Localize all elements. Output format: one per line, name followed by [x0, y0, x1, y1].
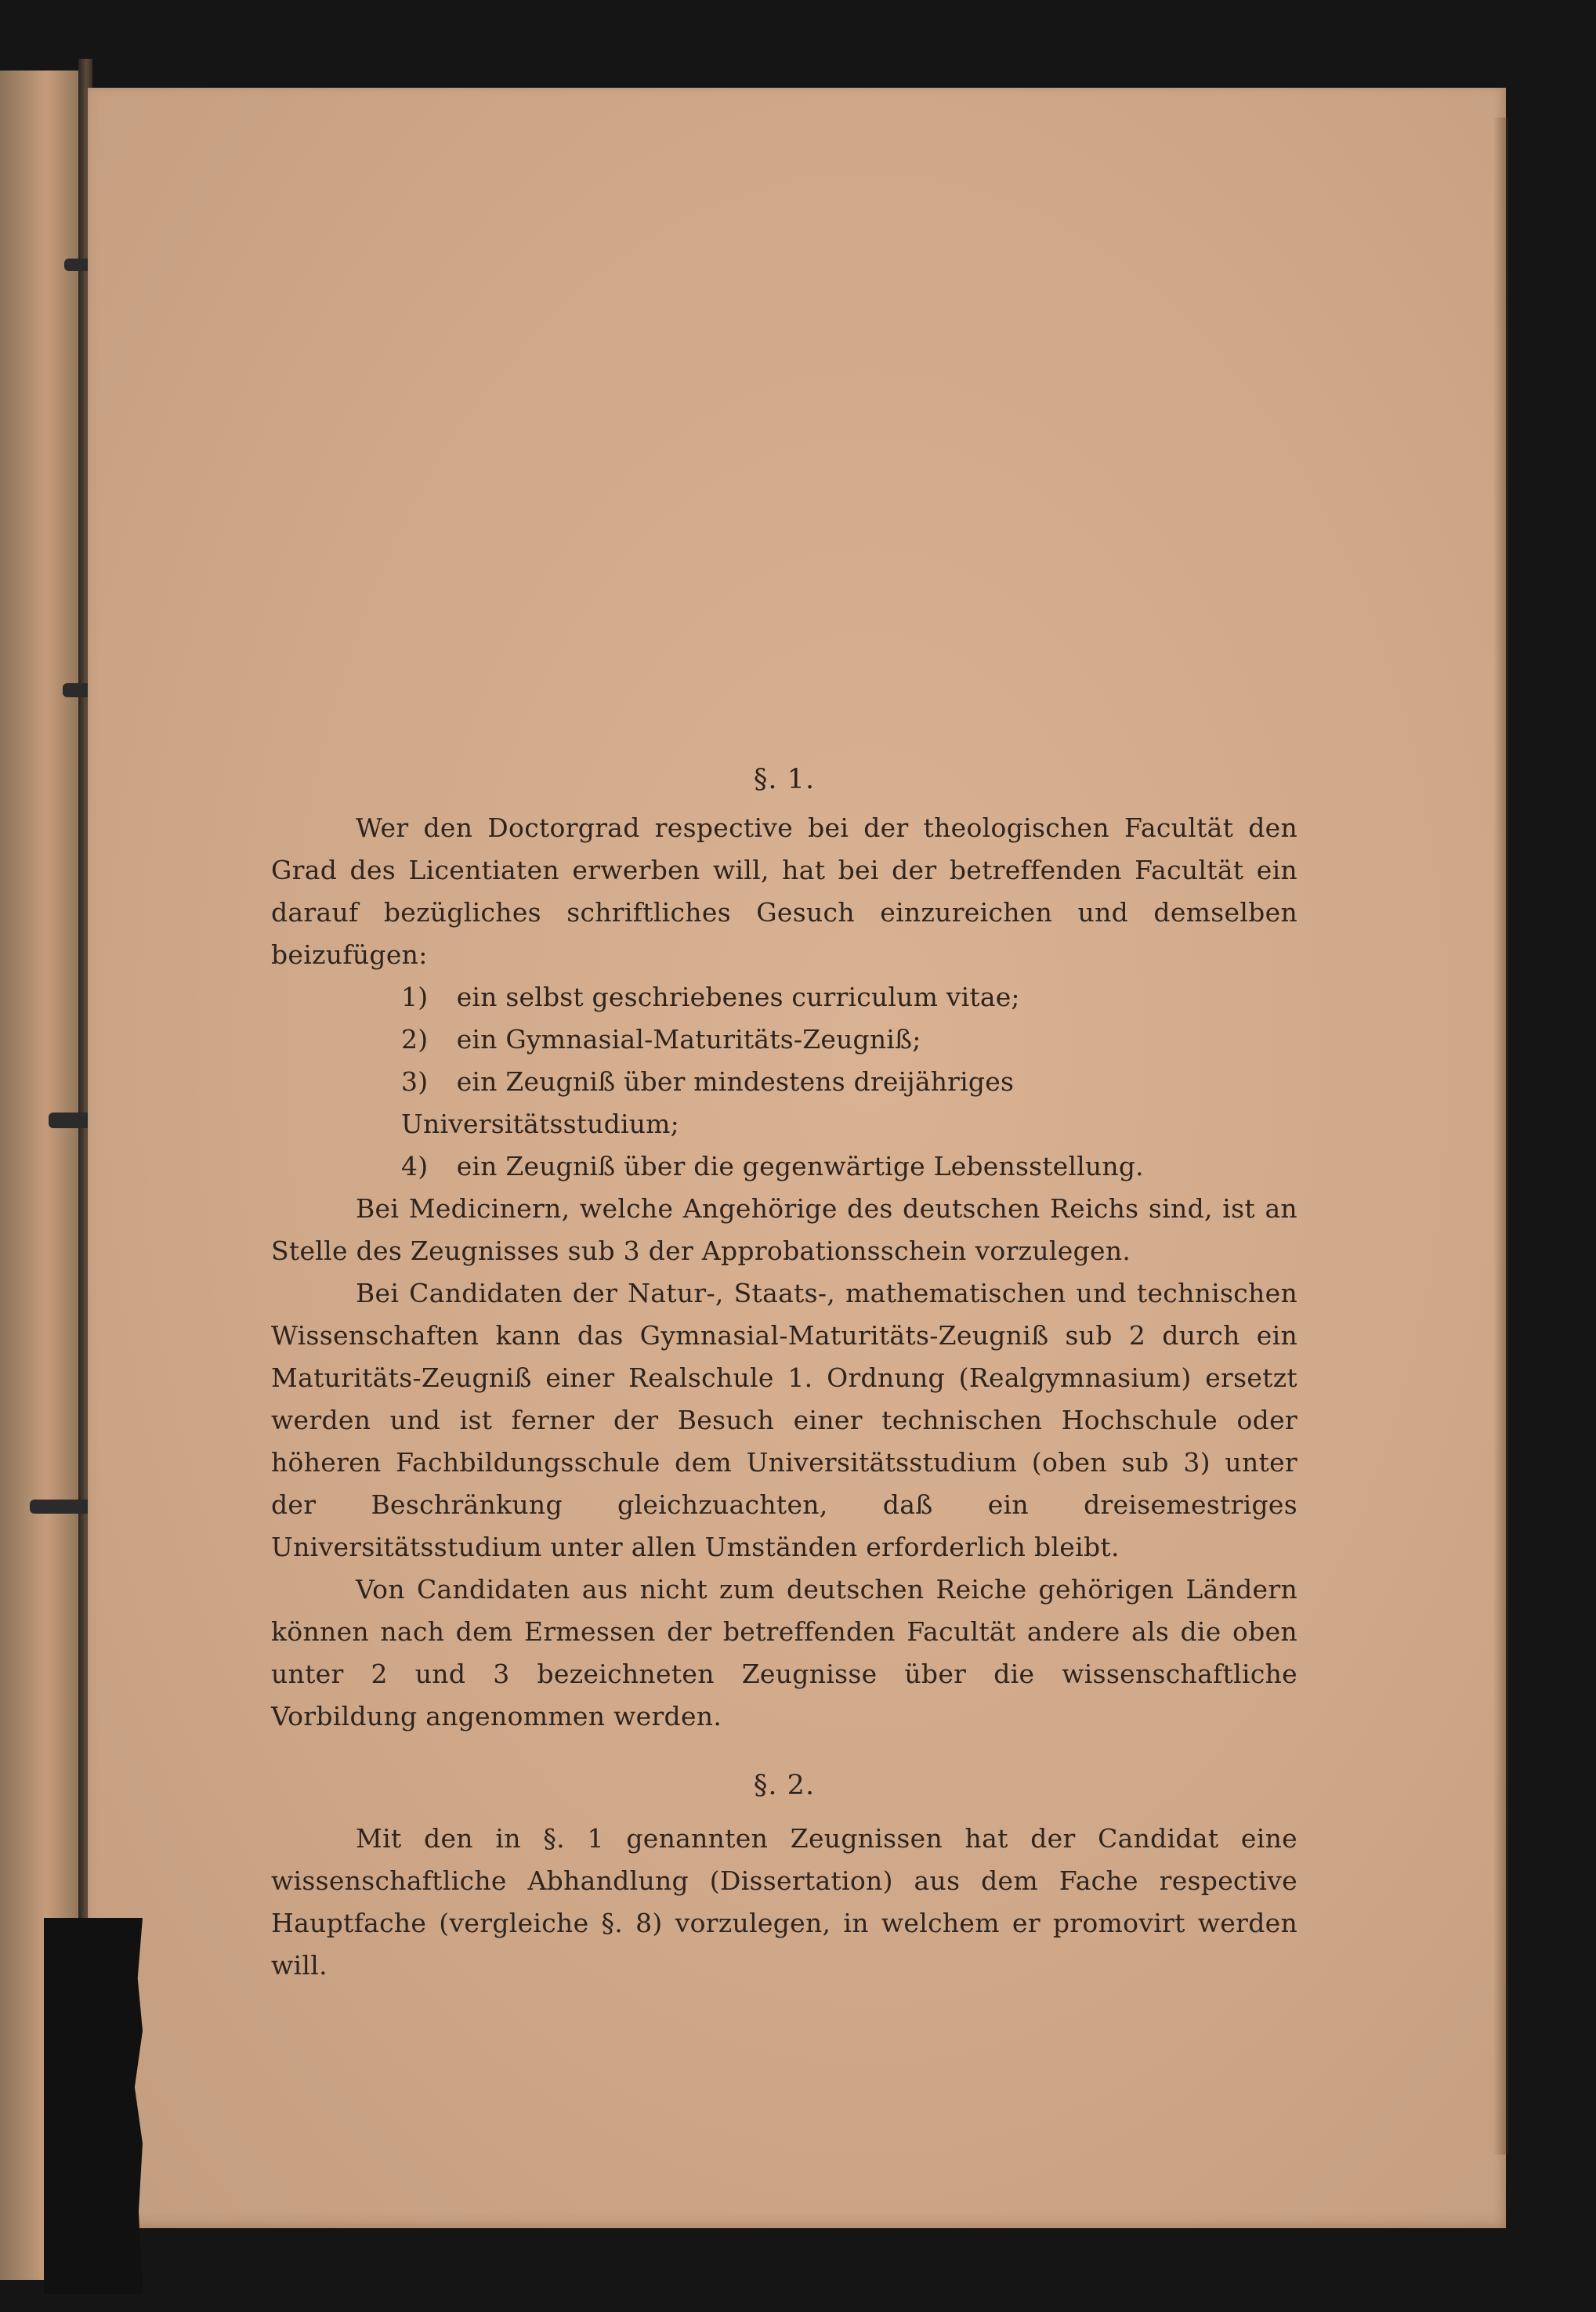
requirement-number: 2)	[401, 1024, 429, 1055]
requirements-list	[401, 976, 1297, 1188]
requirement-text: ein Gymnasial-Maturitäts-Zeugniß;	[456, 1024, 921, 1055]
requirement-text: ein Zeugniß über die gegenwärtige Lebensstellung.	[456, 1151, 1144, 1181]
section-2-paragraph: Mit den in §. 1 genannten Zeugnissen hat der Candidat eine wissenschaftliche Abhandlung (Dissertation) aus dem Fache respective Hauptfache (vergleiche §. 8) vorzulegen, in welchem er promovirt werden will.	[271, 1823, 1297, 1981]
section-1-paragraph-medicine: Bei Medicinern, welche Angehörige des deutschen Reichs sind, ist an Stelle des Zeugnisses sub 3 der Approbationsschein vorzulegen.	[271, 1193, 1297, 1266]
requirement-number: 1)	[401, 982, 429, 1012]
requirement-item-4	[401, 1145, 1297, 1188]
requirement-text: ein selbst geschriebenes curriculum vitae;	[456, 982, 1020, 1012]
requirement-number: 4)	[401, 1151, 429, 1181]
requirement-text: ein Zeugniß über mindestens dreijähriges Universitätsstudium;	[401, 1066, 1015, 1139]
requirement-item-3	[401, 1061, 1297, 1145]
section-1-paragraph-foreign: Von Candidaten aus nicht zum deutschen Reiche gehörigen Ländern können nach dem Ermessen der betreffenden Facultät andere als die oben unter 2 und 3 bezeichneten Zeugnisse über die wissenschaftliche Vorbildung angenommen werden.	[271, 1574, 1297, 1731]
requirement-number: 3)	[401, 1066, 429, 1097]
page-edge-shadow	[1493, 118, 1508, 2155]
page-damage	[44, 1918, 143, 2294]
section-1-paragraph-candidates: Bei Candidaten der Natur-, Staats-, mathematischen und technischen Wissenschaften kann das Gymnasial-Maturitäts-Zeugniß sub 2 durch ein Maturitäts-Zeugniß einer Realschule 1. Ordnung (Realgymnasium) ersetzt werden und ist ferner der Besuch einer technischen Hochschule oder höheren Fachbildungsschule dem Universitätsstudium (oben sub 3) unter der Beschränkung gleichzuachten, daß ein dreisemestriges Universitätsstudium unter allen Umständen erforderlich bleibt.	[271, 1278, 1297, 1562]
document-text	[271, 758, 1297, 1987]
section-2-title: §. 2.	[753, 1770, 816, 1801]
requirement-item-1	[401, 976, 1297, 1019]
section-1-intro: Wer den Doctorgrad respective bei der theologischen Facultät den Grad des Licentiaten erwerben will, hat bei der betreffenden Facultät ein darauf bezügliches schriftliches Gesuch einzureichen und demselben beizufügen:	[271, 812, 1297, 970]
section-1-title: §. 1.	[753, 764, 816, 795]
requirement-item-2	[401, 1019, 1297, 1061]
